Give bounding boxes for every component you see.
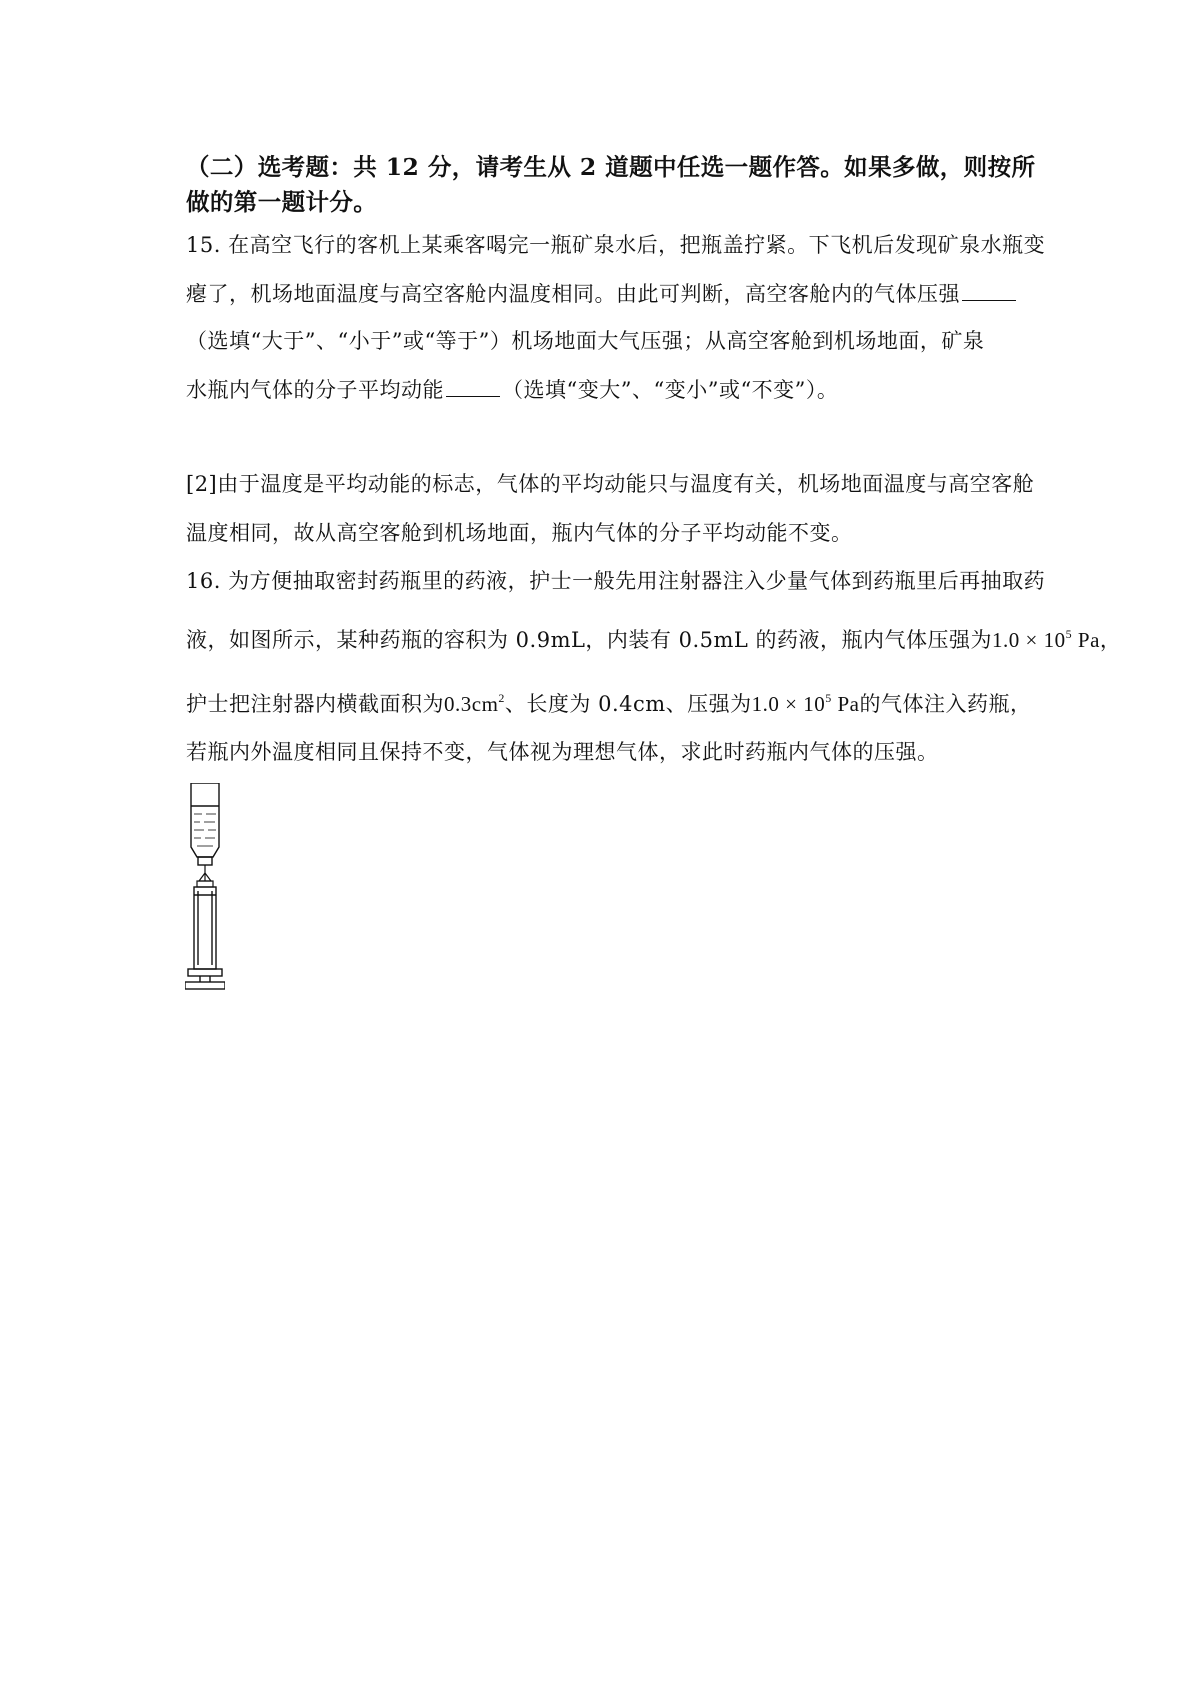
question-15-line-2-text: 瘪了，机场地面温度与高空客舱内温度相同。由此可判断，高空客舱内的气体压强 xyxy=(186,282,960,306)
answer-blank-2 xyxy=(446,374,500,397)
pressure-value-2-unit: Pa xyxy=(837,692,860,716)
question-16-line-2 xyxy=(186,619,1121,655)
syringe-needle xyxy=(197,865,213,887)
question-16-line-2-text-b: ， xyxy=(1099,628,1122,652)
liquid-hatching xyxy=(194,814,216,846)
question-16-line-2-text-a: 液，如图所示，某种药瓶的容积为 0.9mL，内装有 0.5mL 的药液，瓶内气体压强为 xyxy=(186,628,993,652)
pressure-value-2-base: 1.0 × 10 xyxy=(751,692,826,716)
question-16-line-1: 16. 为方便抽取密封药瓶里的药液，护士一般先用注射器注入少量气体到药瓶里后再抽取药 xyxy=(186,569,1046,593)
question-15-line-4-text-b: （选填“变大”、“变小”或“不变”）。 xyxy=(502,378,839,402)
vial-syringe-figure xyxy=(185,783,225,990)
question-16-line-3-text-b: 、长度为 0.4cm、压强为 xyxy=(504,692,752,716)
explanation-line-1: [2]由于温度是平均动能的标志，气体的平均动能只与温度有关，机场地面温度与高空客舱 xyxy=(186,472,1035,496)
question-16-line-3-text-c: 的气体注入药瓶， xyxy=(859,692,1032,716)
pressure-value-1-exponent: 5 xyxy=(1065,627,1073,641)
pressure-value-1-unit: Pa xyxy=(1077,628,1100,652)
answer-blank-1 xyxy=(962,278,1016,301)
area-value xyxy=(444,692,505,716)
question-15-line-4 xyxy=(186,374,838,405)
section-heading-line-1: （二）选考题：共 12 分，请考生从 2 道题中任选一题作答。如果多做，则按所 xyxy=(186,153,1036,181)
area-value-base: 0.3cm xyxy=(444,692,499,716)
pressure-value-1-base: 1.0 × 10 xyxy=(992,628,1066,652)
question-15-line-3: （选填“大于”、“小于”或“等于”）机场地面大气压强；从高空客舱到机场地面，矿泉 xyxy=(186,329,985,353)
question-16-line-4: 若瓶内外温度相同且保持不变，气体视为理想气体，求此时药瓶内气体的压强。 xyxy=(186,740,939,764)
pressure-value-2 xyxy=(752,692,860,716)
question-16-line-3 xyxy=(186,683,1032,719)
question-16-line-3-text-a: 护士把注射器内横截面积为 xyxy=(186,692,444,716)
syringe-barrel xyxy=(185,887,225,989)
section-heading-line-2: 做的第一题计分。 xyxy=(186,188,378,216)
question-15-line-4-text-a: 水瓶内气体的分子平均动能 xyxy=(186,378,444,402)
explanation-line-2: 温度相同，故从高空客舱到机场地面，瓶内气体的分子平均动能不变。 xyxy=(186,521,853,545)
pressure-value-1 xyxy=(992,628,1100,652)
area-value-exponent: 2 xyxy=(498,691,505,705)
question-15-line-1: 15. 在高空飞行的客机上某乘客喝完一瓶矿泉水后，把瓶盖拧紧。下飞机后发现矿泉水瓶变 xyxy=(186,233,1046,257)
question-15-line-2 xyxy=(186,278,1018,309)
pressure-value-2-exponent: 5 xyxy=(825,691,832,705)
medicine-vial xyxy=(191,783,219,865)
